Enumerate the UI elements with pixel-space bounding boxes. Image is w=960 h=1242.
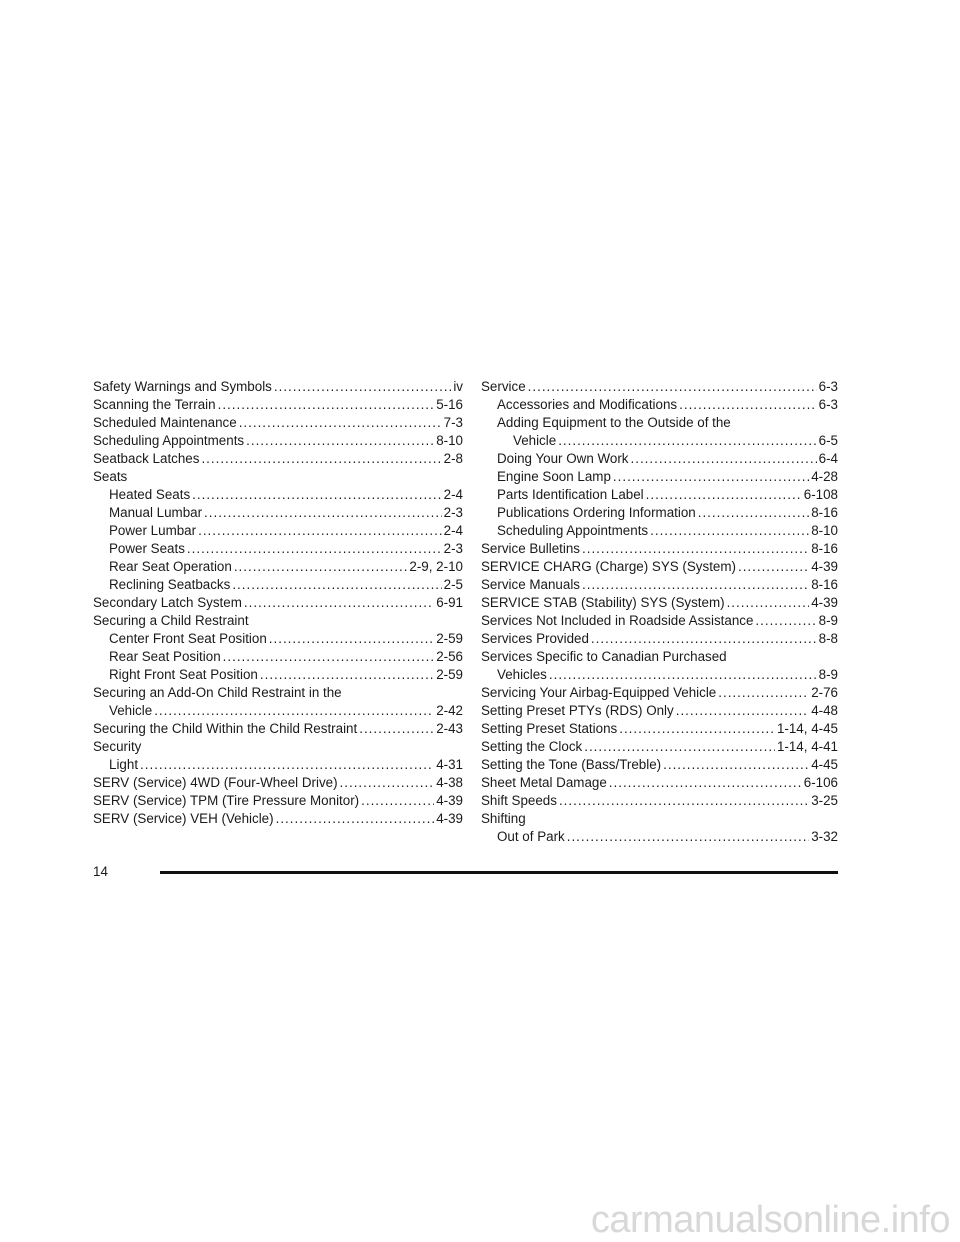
entry-page-ref: 1-14, 4-41 (776, 739, 838, 754)
page-number: 14 (93, 864, 108, 879)
entry-label: Service Manuals (481, 577, 580, 592)
entry-page-ref: 2-3 (443, 505, 463, 520)
leader-dots (663, 756, 809, 774)
entry-label: Shift Speeds (481, 793, 557, 808)
entry-page-ref: 1-14, 4-45 (776, 721, 838, 736)
entry-label: Vehicles (497, 667, 547, 682)
leader-dots (738, 558, 809, 576)
index-entry (93, 774, 463, 792)
index-entry (93, 576, 463, 594)
entry-page-ref: 4-28 (811, 469, 838, 484)
entry-page-ref: 4-45 (811, 757, 838, 772)
entry-page-ref: 8-16 (811, 541, 838, 556)
index-entry (93, 630, 463, 648)
entry-page-ref: 2-43 (436, 721, 463, 736)
entry-page-ref: 5-16 (436, 397, 463, 412)
entry-label: Adding Equipment to the Outside of the (497, 415, 731, 430)
index-entry (93, 702, 463, 720)
index-entry (93, 738, 463, 756)
index-entry (481, 558, 838, 576)
leader-dots (676, 702, 809, 720)
entry-page-ref: 3-32 (811, 829, 838, 844)
entry-page-ref: 6-5 (818, 433, 838, 448)
leader-dots (361, 792, 434, 810)
index-entry (481, 756, 838, 774)
entry-page-ref: 2-4 (443, 523, 463, 538)
entry-page-ref: 2-42 (436, 703, 463, 718)
leader-dots (567, 828, 809, 846)
leader-dots (619, 720, 775, 738)
index-entry (93, 684, 463, 702)
entry-label: Engine Soon Lamp (497, 469, 611, 484)
entry-label: Rear Seat Position (109, 649, 221, 664)
index-entry (93, 486, 463, 504)
index-entry (481, 792, 838, 810)
entry-label: Shifting (481, 811, 526, 826)
entry-label: Setting the Clock (481, 739, 583, 754)
leader-dots (549, 666, 817, 684)
leader-dots (582, 576, 809, 594)
entry-label: SERV (Service) TPM (Tire Pressure Monitor) (93, 793, 360, 808)
index-entry (93, 414, 463, 432)
entry-label: Right Front Seat Position (109, 667, 258, 682)
entry-label: Scheduled Maintenance (93, 415, 237, 430)
leader-dots (698, 504, 809, 522)
index-entry (481, 738, 838, 756)
index-entry (481, 414, 838, 432)
leader-dots (528, 378, 817, 396)
entry-label: Publications Ordering Information (497, 505, 696, 520)
entry-page-ref: 8-16 (811, 577, 838, 592)
leader-dots (727, 594, 810, 612)
leader-dots (232, 576, 441, 594)
leader-dots (187, 540, 442, 558)
entry-label: Scheduling Appointments (93, 433, 245, 448)
index-entry (93, 522, 463, 540)
entry-page-ref: 2-76 (811, 685, 838, 700)
index-entry (93, 792, 463, 810)
entry-label: Securing a Child Restraint (93, 613, 249, 628)
entry-page-ref: 4-31 (436, 757, 463, 772)
index-entry (481, 612, 838, 630)
watermark-text[interactable]: carmanualsonline.info (590, 1199, 950, 1241)
index-entry (93, 720, 463, 738)
entry-label: SERVICE STAB (Stability) SYS (System) (481, 595, 725, 610)
entry-label: Scheduling Appointments (497, 523, 649, 538)
entry-page-ref: 2-59 (436, 667, 463, 682)
entry-label: Setting Preset Stations (481, 721, 618, 736)
entry-page-ref: 2-59 (436, 631, 463, 646)
entry-label: Out of Park (497, 829, 565, 844)
entry-label: Parts Identification Label (497, 487, 644, 502)
entry-page-ref: 2-4 (443, 487, 463, 502)
leader-dots (218, 396, 435, 414)
entry-label: Service Bulletins (481, 541, 580, 556)
leader-dots (274, 378, 451, 396)
leader-dots (246, 432, 434, 450)
entry-label: Securing an Add-On Child Restraint in the (93, 685, 342, 700)
leader-dots (650, 522, 809, 540)
leader-dots (269, 630, 434, 648)
index-entry (93, 432, 463, 450)
footer-rule (160, 871, 838, 874)
leader-dots (582, 540, 809, 558)
leader-dots (679, 396, 817, 414)
leader-dots (204, 504, 442, 522)
index-entry (481, 720, 838, 738)
index-entry (93, 378, 463, 396)
leader-dots (154, 702, 434, 720)
leader-dots (223, 648, 435, 666)
leader-dots (192, 486, 441, 504)
entry-label: Manual Lumbar (109, 505, 203, 520)
entry-label: Seatback Latches (93, 451, 200, 466)
index-entry (481, 576, 838, 594)
leader-dots (646, 486, 802, 504)
entry-page-ref: 2-9, 2-10 (409, 559, 463, 574)
entry-label: Power Seats (109, 541, 185, 556)
leader-dots (234, 558, 408, 576)
leader-dots (631, 450, 817, 468)
entry-page-ref: 6-106 (803, 775, 838, 790)
index-entry (93, 468, 463, 486)
entry-label: SERV (Service) 4WD (Four-Wheel Drive) (93, 775, 338, 790)
leader-dots (613, 468, 809, 486)
index-entry (481, 684, 838, 702)
entry-page-ref: 8-9 (818, 613, 838, 628)
index-entry (481, 522, 838, 540)
entry-page-ref: 4-39 (436, 793, 463, 808)
index-entry (93, 396, 463, 414)
entry-page-ref: iv (453, 379, 463, 394)
leader-dots (198, 522, 442, 540)
leader-dots (558, 432, 816, 450)
index-entry (481, 486, 838, 504)
entry-page-ref: 7-3 (443, 415, 463, 430)
entry-label: Service (481, 379, 526, 394)
entry-page-ref: 8-9 (818, 667, 838, 682)
entry-page-ref: 4-39 (436, 811, 463, 826)
leader-dots (260, 666, 434, 684)
index-entry (93, 594, 463, 612)
index-entry (481, 774, 838, 792)
leader-dots (276, 810, 435, 828)
entry-page-ref: 4-39 (811, 559, 838, 574)
index-entry (481, 810, 838, 828)
leader-dots (591, 630, 817, 648)
index-entry (93, 540, 463, 558)
index-entry (481, 540, 838, 558)
entry-label: SERV (Service) VEH (Vehicle) (93, 811, 274, 826)
leader-dots (239, 414, 442, 432)
index-entry (93, 612, 463, 630)
leader-dots (584, 738, 775, 756)
entry-page-ref: 2-3 (443, 541, 463, 556)
leader-dots (609, 774, 802, 792)
entry-label: Security (93, 739, 142, 754)
entry-label: Heated Seats (109, 487, 191, 502)
leader-dots (340, 774, 435, 792)
index-entry (481, 828, 838, 846)
leader-dots (559, 792, 809, 810)
entry-label: Services Not Included in Roadside Assistance (481, 613, 754, 628)
index-entry (481, 468, 838, 486)
entry-label: SERVICE CHARG (Charge) SYS (System) (481, 559, 736, 574)
entry-label: Setting Preset PTYs (RDS) Only (481, 703, 674, 718)
index-column-right (481, 378, 838, 846)
entry-label: Doing Your Own Work (497, 451, 629, 466)
index-entry (481, 630, 838, 648)
index-entry (93, 558, 463, 576)
index-entry (93, 450, 463, 468)
index-column-left (93, 378, 463, 828)
entry-page-ref: 6-108 (803, 487, 838, 502)
entry-label: Secondary Latch System (93, 595, 242, 610)
entry-page-ref: 4-38 (436, 775, 463, 790)
entry-label: Reclining Seatbacks (109, 577, 231, 592)
entry-page-ref: 3-25 (811, 793, 838, 808)
entry-label: Seats (93, 469, 128, 484)
entry-label: Securing the Child Within the Child Restraint (93, 721, 358, 736)
entry-label: Rear Seat Operation (109, 559, 232, 574)
entry-label: Sheet Metal Damage (481, 775, 607, 790)
leader-dots (718, 684, 809, 702)
entry-label: Light (109, 757, 139, 772)
leader-dots (755, 612, 816, 630)
index-entry (481, 396, 838, 414)
entry-page-ref: 8-10 (811, 523, 838, 538)
entry-label: Accessories and Modifications (497, 397, 678, 412)
entry-label: Center Front Seat Position (109, 631, 267, 646)
entry-page-ref: 2-56 (436, 649, 463, 664)
index-entry (481, 648, 838, 666)
index-entry (481, 702, 838, 720)
entry-page-ref: 6-3 (818, 397, 838, 412)
entry-page-ref: 4-48 (811, 703, 838, 718)
entry-label: Scanning the Terrain (93, 397, 216, 412)
entry-page-ref: 8-10 (436, 433, 463, 448)
index-entry (93, 666, 463, 684)
index-entry (481, 432, 838, 450)
entry-page-ref: 8-8 (818, 631, 838, 646)
entry-page-ref: 6-3 (818, 379, 838, 394)
entry-page-ref: 2-8 (443, 451, 463, 466)
index-entry (93, 810, 463, 828)
index-entry (481, 504, 838, 522)
entry-label: Setting the Tone (Bass/Treble) (481, 757, 662, 772)
entry-label: Power Lumbar (109, 523, 197, 538)
entry-label: Services Specific to Canadian Purchased (481, 649, 727, 664)
entry-label: Services Provided (481, 631, 589, 646)
index-entry (481, 450, 838, 468)
leader-dots (359, 720, 434, 738)
entry-label: Vehicle (513, 433, 557, 448)
index-entry (93, 648, 463, 666)
entry-page-ref: 4-39 (811, 595, 838, 610)
index-entry (93, 504, 463, 522)
entry-label: Safety Warnings and Symbols (93, 379, 272, 394)
leader-dots (140, 756, 434, 774)
index-entry (481, 378, 838, 396)
entry-page-ref: 6-91 (436, 595, 463, 610)
leader-dots (244, 594, 434, 612)
entry-page-ref: 6-4 (818, 451, 838, 466)
index-entry (481, 594, 838, 612)
entry-label: Vehicle (109, 703, 153, 718)
leader-dots (201, 450, 441, 468)
index-entry (93, 756, 463, 774)
index-entry (481, 666, 838, 684)
entry-page-ref: 8-16 (811, 505, 838, 520)
entry-page-ref: 2-5 (443, 577, 463, 592)
entry-label: Servicing Your Airbag-Equipped Vehicle (481, 685, 717, 700)
